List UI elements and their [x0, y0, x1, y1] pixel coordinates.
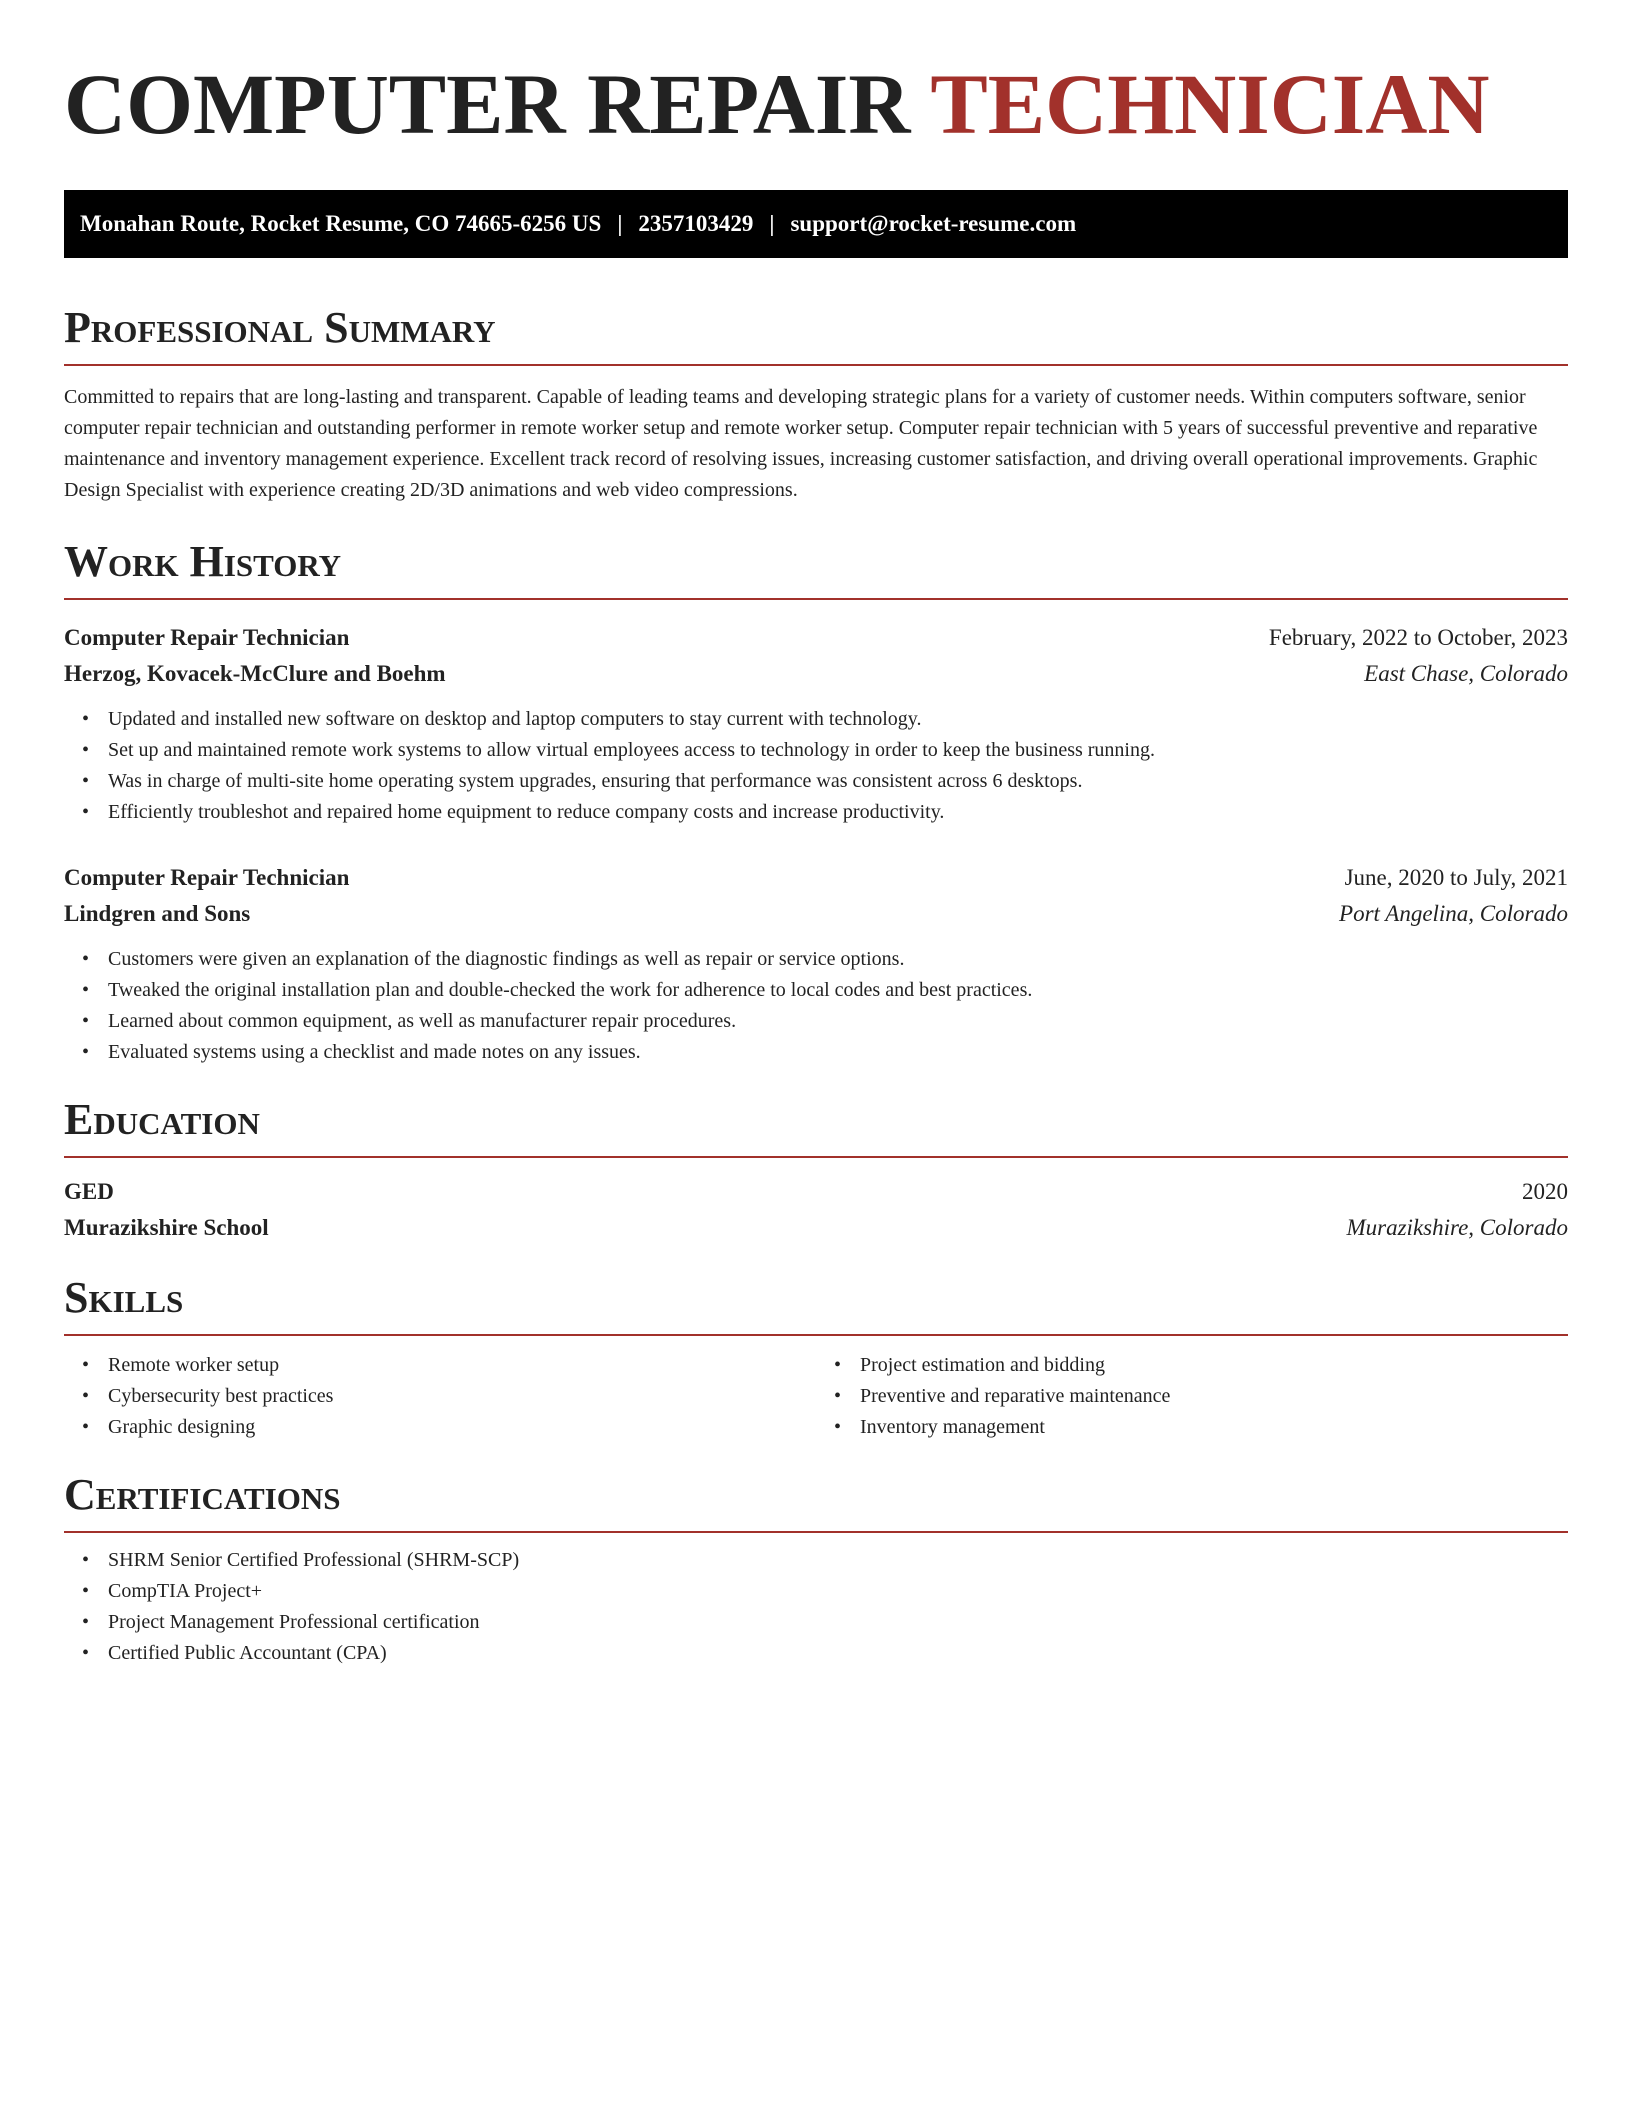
- section-title-summary: Professional Summary: [64, 303, 496, 352]
- contact-email: support@rocket-resume.com: [790, 211, 1077, 236]
- job-company: Lindgren and Sons: [64, 901, 251, 926]
- list-item: • Evaluated systems using a checklist and made notes on any issues.: [108, 1037, 1568, 1068]
- section-title-education: Education: [64, 1095, 260, 1144]
- job-header-row: [64, 860, 1568, 896]
- job-role: Computer Repair Technician: [64, 865, 350, 890]
- list-item: • Project Management Professional certification: [108, 1607, 1568, 1638]
- title-accent: TECHNICIAN: [930, 56, 1490, 152]
- section-divider: [64, 1531, 1568, 1533]
- section-divider: [64, 1156, 1568, 1158]
- list-item: • Project estimation and bidding: [860, 1350, 1568, 1381]
- list-item: • Inventory management: [860, 1412, 1568, 1443]
- job-location: East Chase, Colorado: [1364, 661, 1568, 686]
- list-item: • Certified Public Accountant (CPA): [108, 1638, 1568, 1669]
- section-divider: [64, 1334, 1568, 1336]
- job-location: Port Angelina, Colorado: [1339, 901, 1568, 926]
- list-item: • Cybersecurity best practices: [108, 1381, 816, 1412]
- list-item: • Graphic designing: [108, 1412, 816, 1443]
- job-bullets: [64, 944, 1568, 1068]
- job-entry: [64, 620, 1568, 828]
- list-item: • Tweaked the original installation plan and double-checked the work for adherence to local codes and best practices.: [108, 975, 1568, 1006]
- title-main: COMPUTER REPAIR: [64, 56, 931, 152]
- education-school: Murazikshire School: [64, 1215, 269, 1240]
- job-dates: February, 2022 to October, 2023: [1268, 625, 1568, 650]
- list-item: • Remote worker setup: [108, 1350, 816, 1381]
- contact-phone: 2357103429: [638, 211, 754, 236]
- education-entry: [64, 1174, 1568, 1246]
- section-title-skills: Skills: [64, 1273, 184, 1322]
- list-item: • Was in charge of multi-site home operating system upgrades, ensuring that performance was consistent across 6 desktops.: [108, 766, 1568, 797]
- summary-text: Committed to repairs that are long-lasting and transparent. Capable of leading teams and developing strategic plans for a variety of customer needs. Within computers software, senior computer repair technician and outstanding performer in remote worker setup and remote worker setup. Computer repair technician with 5 years of successful preventive and reparative maintenance and inventory management experience. Excellent track record of resolving issues, increasing customer satisfaction, and driving overall operational improvements. Graphic Design Specialist with experience creating 2D/3D animations and web video compressions.: [64, 386, 1538, 501]
- list-item: • Updated and installed new software on desktop and laptop computers to stay current with technology.: [108, 704, 1568, 735]
- summary-section: [64, 302, 1568, 506]
- job-entry: [64, 860, 1568, 1068]
- list-item: • CompTIA Project+: [108, 1576, 1568, 1607]
- job-dates: June, 2020 to July, 2021: [1344, 865, 1568, 890]
- list-item: • Efficiently troubleshot and repaired home equipment to reduce company costs and increase productivity.: [108, 797, 1568, 828]
- section-title-work-history: Work History: [64, 537, 342, 586]
- education-section: [64, 1094, 1568, 1246]
- contact-separator: |: [617, 211, 623, 236]
- work-history-section: [64, 536, 1568, 1068]
- education-school-row: [64, 1210, 1568, 1246]
- section-divider: [64, 364, 1568, 366]
- contact-address: Monahan Route, Rocket Resume, CO 74665-6256 US: [80, 211, 602, 236]
- certifications-list: [64, 1545, 1568, 1669]
- education-location: Murazikshire, Colorado: [1346, 1215, 1568, 1240]
- skills-section: [64, 1272, 1568, 1443]
- skills-column-left: [64, 1350, 816, 1443]
- education-year: 2020: [1522, 1179, 1568, 1204]
- resume-title: [64, 56, 1568, 152]
- list-item: • SHRM Senior Certified Professional (SHRM-SCP): [108, 1545, 1568, 1576]
- education-degree: GED: [64, 1179, 114, 1204]
- contact-bar: [64, 190, 1568, 258]
- list-item: • Preventive and reparative maintenance: [860, 1381, 1568, 1412]
- job-header-row: [64, 620, 1568, 656]
- certifications-section: [64, 1469, 1568, 1669]
- job-bullets: [64, 704, 1568, 828]
- job-company-row: [64, 656, 1568, 692]
- contact-separator: |: [769, 211, 775, 236]
- list-item: • Customers were given an explanation of the diagnostic findings as well as repair or service options.: [108, 944, 1568, 975]
- list-item: • Learned about common equipment, as well as manufacturer repair procedures.: [108, 1006, 1568, 1037]
- job-company: Herzog, Kovacek-McClure and Boehm: [64, 661, 446, 686]
- section-title-certifications: Certifications: [64, 1470, 341, 1519]
- skills-grid: [64, 1350, 1568, 1443]
- job-role: Computer Repair Technician: [64, 625, 350, 650]
- skills-column-right: [816, 1350, 1568, 1443]
- list-item: • Set up and maintained remote work systems to allow virtual employees access to technology in order to keep the business running.: [108, 735, 1568, 766]
- job-company-row: [64, 896, 1568, 932]
- section-divider: [64, 598, 1568, 600]
- education-header-row: [64, 1174, 1568, 1210]
